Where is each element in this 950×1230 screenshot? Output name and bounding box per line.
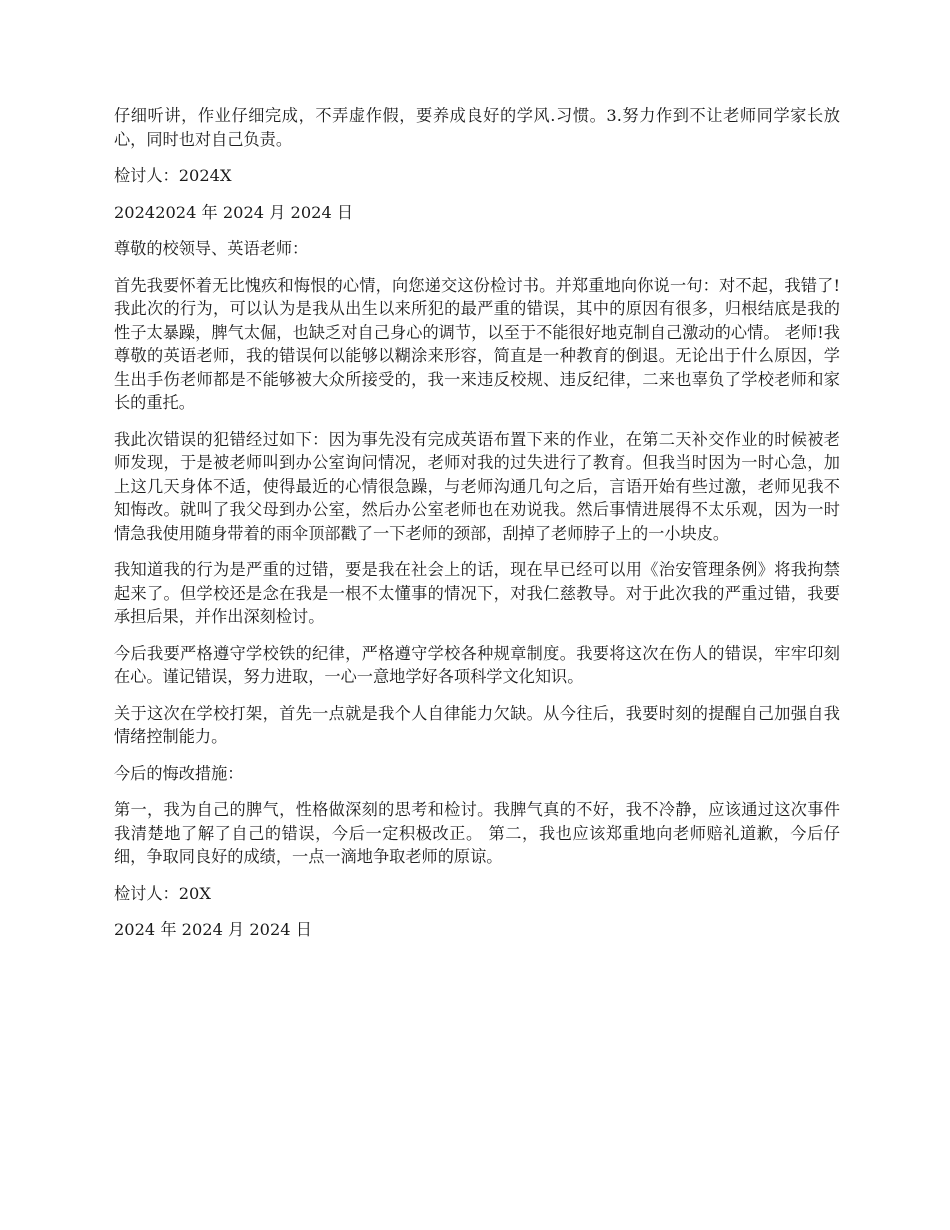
paragraph-self-reflection: 关于这次在学校打架，首先一点就是我个人自律能力欠缺。从今往后，我要时刻的提醒自己加强自我情绪控制能力。 xyxy=(114,703,840,746)
paragraph-measures: 第一，我为自己的脾气，性格做深刻的思考和检讨。我脾气真的不好，我不冷静，应该通过这次事件我清楚地了解了自己的错误，今后一定积极改正。 第二，我也应该郑重地向老师赔礼道歉，今后仔细，争取同良好的成绩，一点一滴地争取老师的原谅。 xyxy=(114,800,840,866)
document-body xyxy=(114,104,840,955)
measures-heading: 今后的悔改措施： xyxy=(114,763,244,783)
date-line-2: 2024 年 2024 月 2024 日 xyxy=(114,920,312,939)
paragraph-incident: 我此次错误的犯错经过如下：因为事先没有完成英语布置下来的作业，在第二天补交作业的时候被老师发现，于是被老师叫到办公室询问情况，老师对我的过失进行了教育。但我当时因为一时心急，加上这几天身体不适，使得最近的心情很急躁，与老师沟通几句之后，言语开始有些过激，老师见我不知悔改。就叫了我父母到办公室，然后办公室老师也在劝说我。然后事情进展得不太乐观，因为一时情急我使用随身带着的雨伞顶部戳了一下老师的颈部，刮掉了老师脖子上的一小块皮。 xyxy=(114,429,840,543)
salutation: 尊敬的校领导、英语老师： xyxy=(114,239,309,258)
date-line-1: 20242024 年 2024 月 2024 日 xyxy=(114,202,354,222)
paragraph-acknowledgement: 我知道我的行为是严重的过错，要是我在社会上的话，现在早已经可以用《治安管理条例》将我拘禁起来了。但学校还是念在我是一根不太懂事的情况下，对我仁慈教导。对于此次我的严重过错，我要承担后果，并作出深刻检讨。 xyxy=(114,560,840,626)
paragraph-commitment: 今后我要严格遵守学校铁的纪律，严格遵守学校各种规章制度。我要将这次在伤人的错误，牢牢印刻在心。谨记错误，努力进取，一心一意地学好各项科学文化知识。 xyxy=(114,643,840,686)
paragraph-intro-continuation: 仔细听讲，作业仔细完成，不弄虚作假，要养成良好的学风.习惯。3.努力作到不让老师同学家长放心，同时也对自己负责。 xyxy=(114,106,840,149)
signature-line-2: 检讨人：20X xyxy=(114,883,211,903)
paragraph-apology: 首先我要怀着无比愧疚和悔恨的心情，向您递交这份检讨书。并郑重地向你说一句：对不起，我错了!我此次的行为，可以认为是我从出生以来所犯的最严重的错误，其中的原因有很多，归根结底是我的性子太暴躁，脾气太倔，也缺乏对自己身心的调节，以至于不能很好地克制自己激动的心情。 老师!我尊敬的英语老师，我的错误何以能够以糊涂来形容，简直是一种教育的倒退。无论出于什么原因，学生出手伤老师都是不能够被大众所接受的，我一来违反校规、违反纪律，二来也辜负了学校老师和家长的重托。 xyxy=(114,275,840,412)
signature-line-1: 检讨人：2024X xyxy=(114,166,232,185)
